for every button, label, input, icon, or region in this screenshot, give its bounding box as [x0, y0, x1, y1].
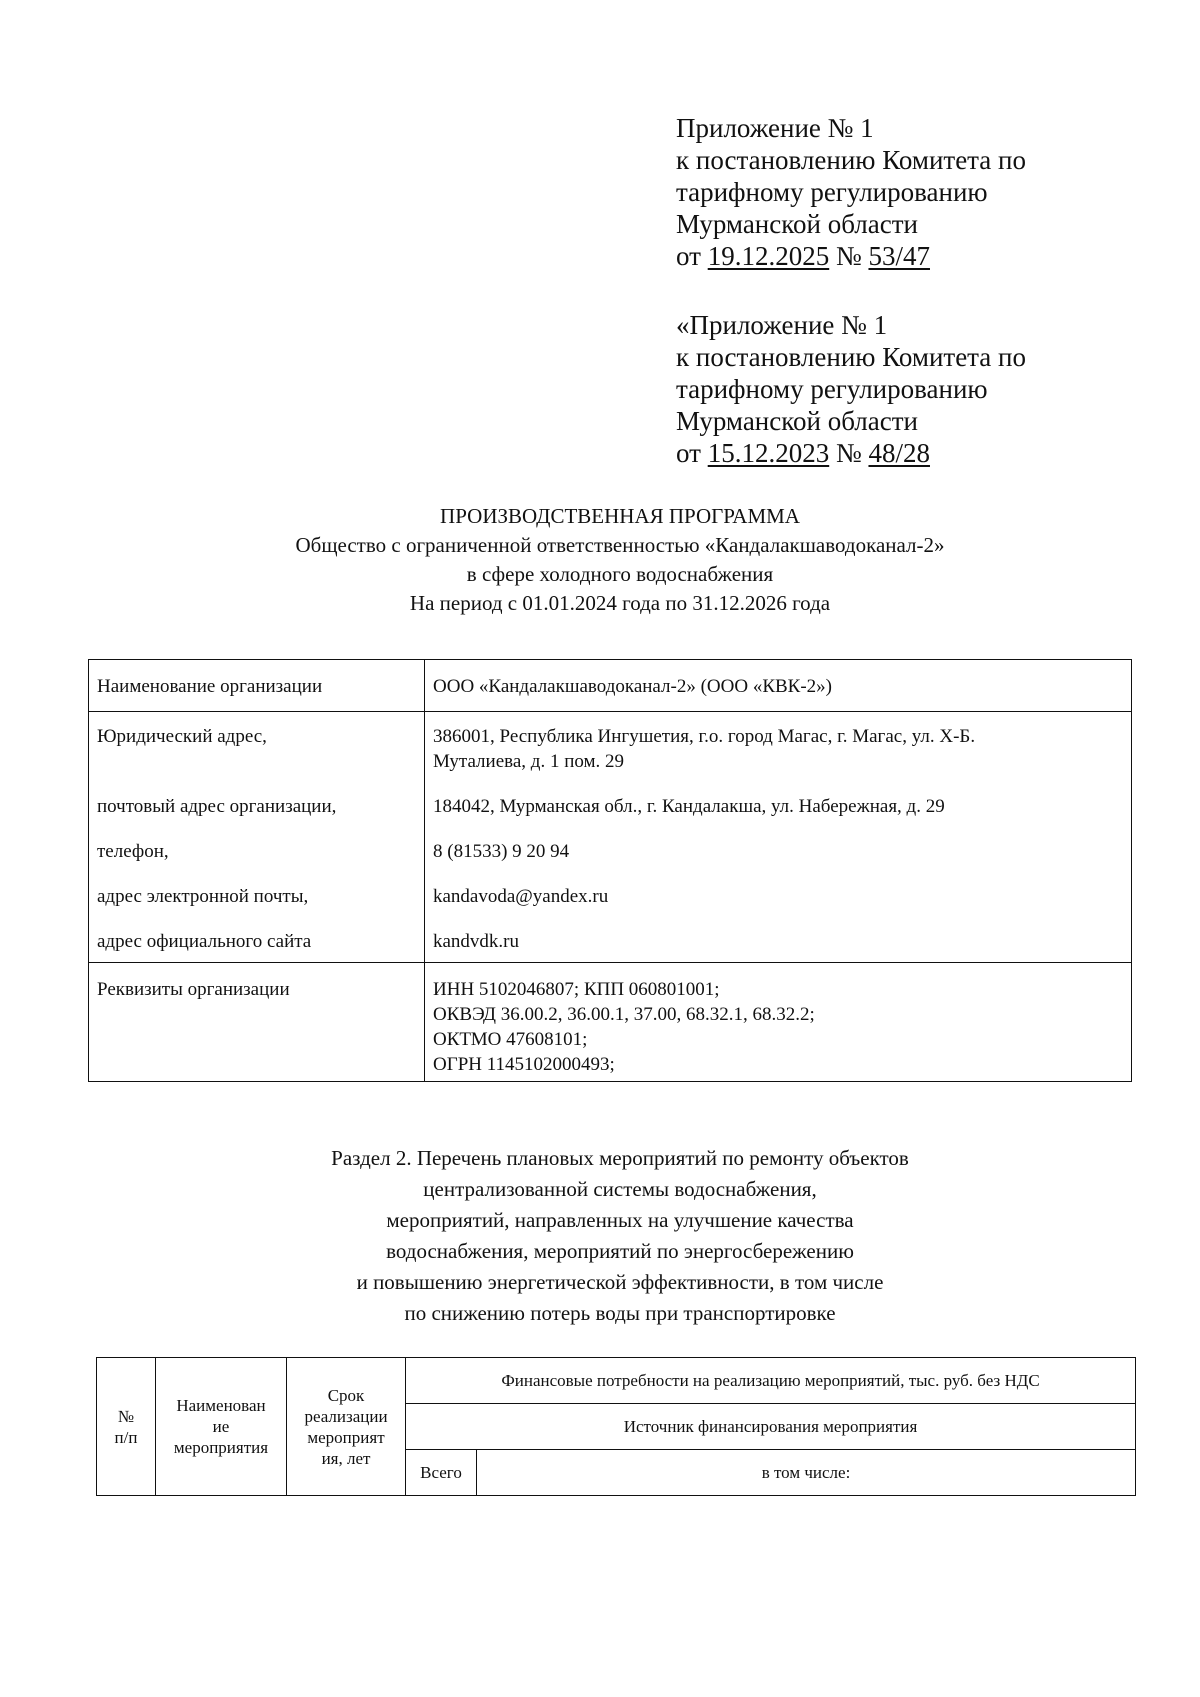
number-prefix: №	[829, 241, 869, 271]
header-line: ие	[212, 1417, 230, 1436]
date-prefix: от	[676, 438, 708, 468]
appendix-header-previous	[676, 309, 1156, 469]
website-label: адрес официального сайта	[89, 929, 425, 963]
appendix-line: тарифному регулированию	[676, 177, 988, 207]
table-row	[89, 660, 1132, 712]
organization-info-table	[88, 659, 1132, 1082]
header-line: ия, лет	[321, 1448, 371, 1468]
including-header: в том числе:	[477, 1450, 1136, 1496]
org-name-value: ООО «Кандалакшаводоканал-2» (ООО «КВК-2»)	[425, 660, 1132, 712]
header-line: мероприятия	[173, 1438, 269, 1457]
header-line: мероприят	[307, 1427, 385, 1447]
program-title-block	[0, 502, 1200, 618]
resolution-number: 48/28	[868, 438, 930, 468]
col-name-header	[156, 1358, 287, 1496]
legal-address-value	[425, 712, 1132, 795]
appendix-line: Мурманской области	[676, 209, 918, 239]
measures-table	[96, 1357, 1136, 1496]
phone-label: телефон,	[89, 839, 425, 884]
resolution-date: 19.12.2025	[707, 241, 830, 271]
website-value: kandvdk.ru	[425, 929, 1132, 963]
appendix-date-line	[676, 437, 1156, 469]
appendix-header-current	[676, 112, 1156, 272]
program-organization: Общество с ограниченной ответственностью «Кандалакшаводоканал-2»	[295, 533, 945, 557]
header-line: Срок	[327, 1385, 365, 1405]
requisites-value	[425, 963, 1132, 1082]
resolution-number: 53/47	[868, 241, 930, 271]
section-heading-line: мероприятий, направленных на улучшение качества	[386, 1208, 854, 1232]
header-line: реализации	[304, 1406, 388, 1426]
requisites-line: ИНН 5102046807; КПП 060801001;	[433, 979, 720, 1000]
email-label: адрес электронной почты,	[89, 884, 425, 929]
table-row	[89, 929, 1132, 963]
appendix-title: «Приложение № 1	[676, 310, 888, 340]
requisites-line: ОКВЭД 36.00.2, 36.00.1, 37.00, 68.32.1, 68.32.2;	[433, 1004, 815, 1025]
section-2-heading	[0, 1143, 1200, 1329]
resolution-date: 15.12.2023	[707, 438, 830, 468]
legal-address-line: Муталиева, д. 1 пом. 29	[433, 751, 625, 772]
postal-address-value: 184042, Мурманская обл., г. Кандалакша, ул. Набережная, д. 29	[425, 794, 1132, 839]
date-prefix: от	[676, 241, 708, 271]
financial-needs-header: Финансовые потребности на реализацию мероприятий, тыс. руб. без НДС	[406, 1358, 1136, 1404]
number-prefix: №	[829, 438, 869, 468]
funding-source-header: Источник финансирования мероприятия	[406, 1404, 1136, 1450]
header-line: п/п	[114, 1427, 138, 1447]
header-line: Наименован	[176, 1396, 266, 1415]
appendix-line: Мурманской области	[676, 406, 918, 436]
program-sphere: в сфере холодного водоснабжения	[466, 562, 774, 586]
program-period: На период с 01.01.2024 года по 31.12.2026 года	[409, 591, 831, 615]
appendix-line: к постановлению Комитета по	[676, 145, 1026, 175]
program-title: ПРОИЗВОДСТВЕННАЯ ПРОГРАММА	[440, 504, 800, 528]
section-heading-line: водоснабжения, мероприятий по энергосбережению	[386, 1239, 854, 1263]
header-line: №	[117, 1406, 135, 1426]
email-value: kandavoda@yandex.ru	[425, 884, 1132, 929]
col-number-header	[97, 1358, 156, 1496]
requisites-line: ОГРН 1145102000493;	[433, 1054, 615, 1075]
table-row	[89, 963, 1132, 1082]
appendix-date-line	[676, 240, 1156, 272]
appendix-line: к постановлению Комитета по	[676, 342, 1026, 372]
org-name-label: Наименование организации	[89, 660, 425, 712]
section-heading-line: по снижению потерь воды при транспортировке	[404, 1301, 836, 1325]
appendix-line: тарифному регулированию	[676, 374, 988, 404]
col-term-header	[287, 1358, 406, 1496]
table-row	[89, 839, 1132, 884]
postal-address-label: почтовый адрес организации,	[89, 794, 425, 839]
table-row	[89, 794, 1132, 839]
section-heading-line: и повышению энергетической эффективности, в том числе	[356, 1270, 884, 1294]
legal-address-label: Юридический адрес,	[89, 712, 425, 795]
requisites-line: ОКТМО 47608101;	[433, 1029, 588, 1050]
section-heading-line: централизованной системы водоснабжения,	[423, 1177, 817, 1201]
total-header: Всего	[406, 1450, 477, 1496]
table-header-row	[97, 1358, 1136, 1404]
table-row	[89, 712, 1132, 795]
table-row	[89, 884, 1132, 929]
appendix-title: Приложение № 1	[676, 113, 874, 143]
legal-address-line: 386001, Республика Ингушетия, г.о. город Магас, г. Магас, ул. Х-Б.	[433, 726, 976, 747]
requisites-label: Реквизиты организации	[89, 963, 425, 1082]
section-heading-line: Раздел 2. Перечень плановых мероприятий по ремонту объектов	[331, 1146, 909, 1170]
phone-value: 8 (81533) 9 20 94	[425, 839, 1132, 884]
